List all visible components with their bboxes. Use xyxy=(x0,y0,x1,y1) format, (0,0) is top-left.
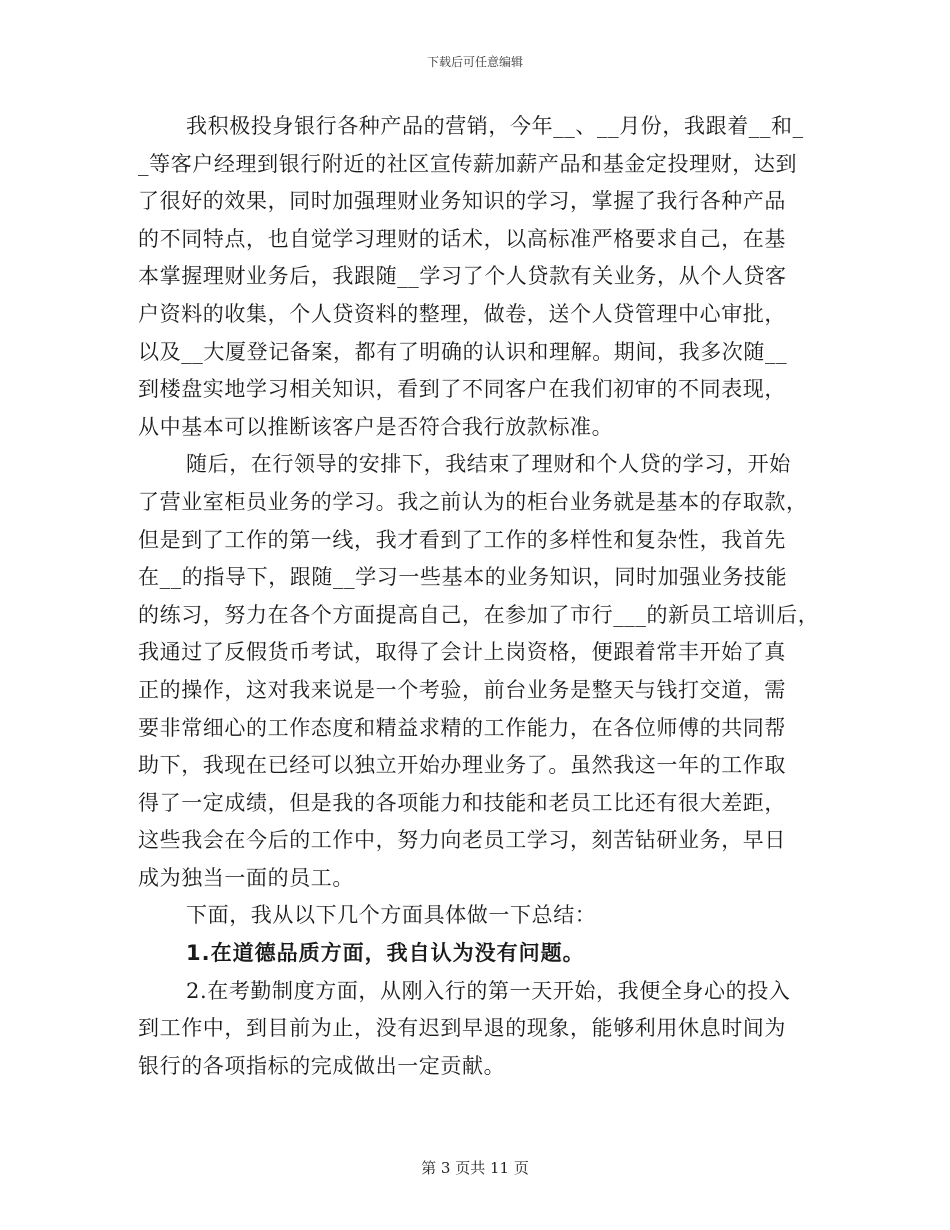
paragraph-line: 从中基本可以推断该客户是否符合我行放款标准。 xyxy=(138,414,614,439)
document-body xyxy=(138,108,818,1085)
paragraph-line: 这些我会在今后的工作中，努力向老员工学习，刻苦钻研业务，早日 xyxy=(138,828,786,853)
paragraph-line: 到楼盘实地学习相关知识，看到了不同客户在我们初审的不同表现， xyxy=(138,377,786,402)
paragraph-line: _等客户经理到银行附近的社区宣传薪加薪产品和基金定投理财，达到 xyxy=(138,151,798,176)
paragraph-line: 了很好的效果，同时加强理财业务知识的学习，掌握了我行各种产品 xyxy=(138,189,786,214)
paragraph-line: 成为独当一面的员工。 xyxy=(138,865,354,890)
paragraph-line: 下面，我从以下几个方面具体做一下总结： xyxy=(186,903,597,928)
paragraph-line: 以及__大厦登记备案，都有了明确的认识和理解。期间，我多次随__ xyxy=(138,339,788,364)
paragraph-line: 本掌握理财业务后，我跟随__学习了个人贷款有关业务，从个人贷客 xyxy=(138,264,787,289)
paragraph-line: 得了一定成绩，但是我的各项能力和技能和老员工比还有很大差距， xyxy=(138,790,786,815)
paragraph-line: 我积极投身银行各种产品的营销，今年__、__月份，我跟着__和_ xyxy=(186,114,804,138)
paragraph-line: 的不同特点，也自觉学习理财的话术，以高标准严格要求自己，在基 xyxy=(138,226,786,251)
paragraph-line: 助下，我现在已经可以独立开始办理业务了。虽然我这一年的工作取 xyxy=(138,753,786,778)
paragraph-line: 了营业室柜员业务的学习。我之前认为的柜台业务就是基本的存取款， xyxy=(138,489,808,514)
page-header: 下载后可任意编辑 xyxy=(426,55,523,69)
page-footer: 第 3 页共 11 页 xyxy=(421,1159,529,1177)
paragraph-line: 我通过了反假货币考试，取得了会计上岗资格，便跟着常丰开始了真 xyxy=(138,640,786,665)
paragraph-line: 在__的指导下，跟随__学习一些基本的业务知识，同时加强业务技能 xyxy=(138,565,788,590)
paragraph-line: 但是到了工作的第一线，我才看到了工作的多样性和复杂性，我首先 xyxy=(138,527,786,552)
paragraph-line: 随后，在行领导的安排下，我结束了理财和个人贷的学习，开始 xyxy=(186,452,791,477)
paragraph-line: 要非常细心的工作态度和精益求精的工作能力，在各位师傅的共同帮 xyxy=(138,715,786,740)
paragraph-line: 正的操作，这对我来说是一个考验，前台业务是整天与钱打交道，需 xyxy=(138,677,786,702)
paragraph-line: 户资料的收集，个人贷资料的整理，做卷，送个人贷管理中心审批， xyxy=(138,301,786,326)
paragraph-line: 的练习，努力在各个方面提高自己，在参加了市行___的新员工培训后， xyxy=(138,602,820,627)
paragraph-line: 到工作中，到目前为止，没有迟到早退的现象，能够利用休息时间为 xyxy=(138,1016,786,1041)
paragraph-line: 银行的各项指标的完成做出一定贡献。 xyxy=(138,1053,506,1078)
paragraph-line: 2.在考勤制度方面，从刚入行的第一天开始，我便全身心的投入 xyxy=(186,978,791,1003)
section-heading: 1.在道德品质方面，我自认为没有问题。 xyxy=(186,941,585,966)
